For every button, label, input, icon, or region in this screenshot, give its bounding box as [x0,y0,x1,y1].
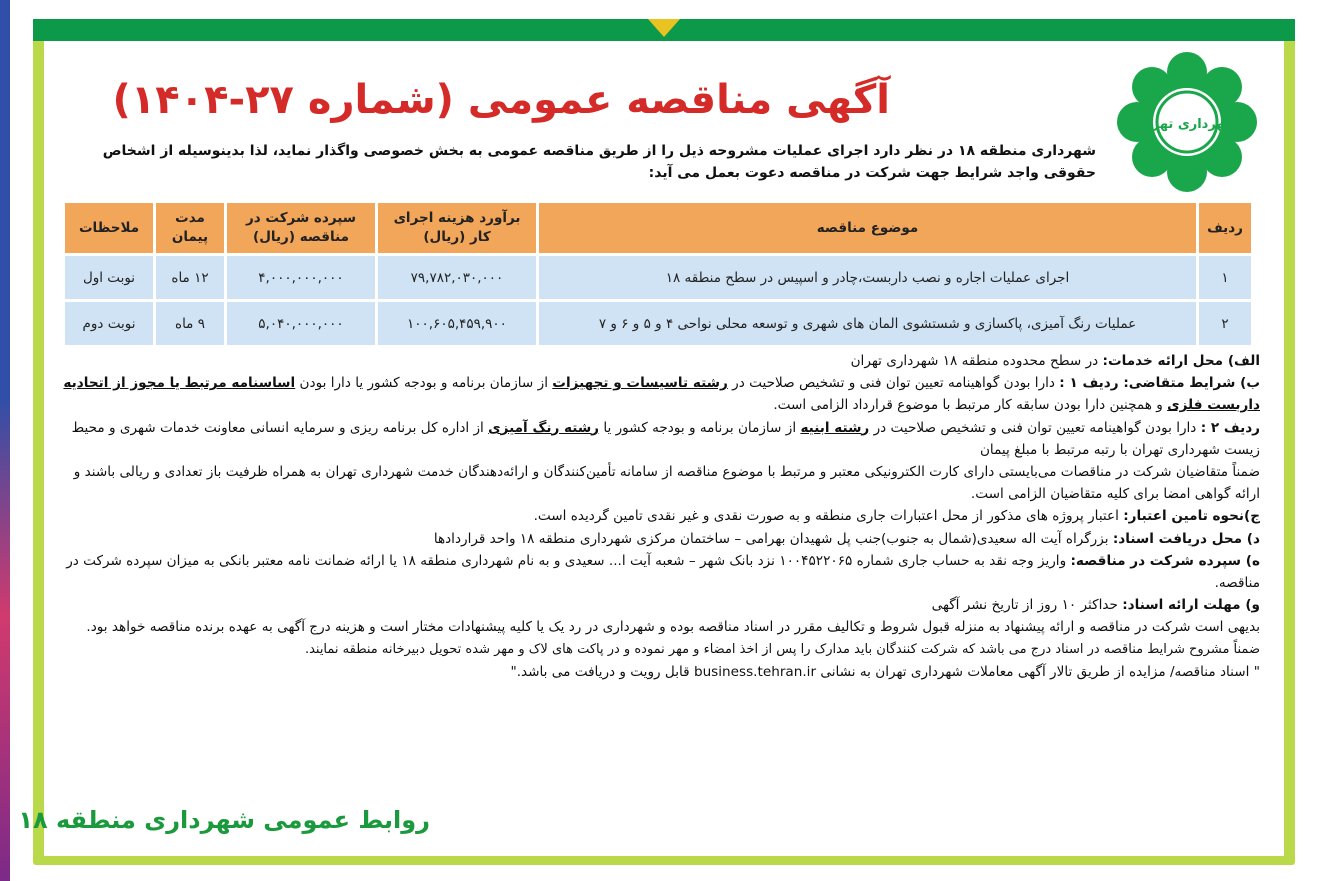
intro-paragraph [60,140,1096,184]
section-jim-label: ج)نحوه تامین اعتبار: [1123,508,1260,525]
tehran-municipality-logo-icon [1117,52,1257,192]
section-be-field-2: اساسنامه مرتبط یا مجوز از اتحادیه داربست فلزی [63,375,1260,414]
section-row2-label: ردیف ۲ : [1200,419,1260,436]
section-jim [60,505,1260,527]
cell-duration: ۹ ماه [156,302,224,345]
cell-deposit: ۴,۰۰۰,۰۰۰,۰۰۰ [227,256,375,299]
cell-notes: نوبت اول [65,256,153,299]
cell-notes: نوبت دوم [65,302,153,345]
section-vav-text: حداکثر ۱۰ روز از تاریخ نشر آگهی [931,597,1123,614]
section-be-label: ب) شرایط متقاضی: [1123,375,1260,392]
header-estimate: برآورد هزینه اجرای کار (ریال) [378,203,536,253]
section-alef-text: در سطح محدوده منطقه ۱۸ شهرداری تهران [850,353,1103,369]
cell-estimate: ۷۹,۷۸۲,۰۳۰,۰۰۰ [378,256,536,299]
section-asnad [60,661,1260,683]
section-he-label: ه) سپرده شرکت در مناقصه: [1070,552,1260,569]
footer-public-relations: روابط عمومی شهرداری منطقه ۱۸ [18,806,430,834]
table-row [65,256,1251,299]
section-row2-text-2: از سازمان برنامه و بودجه کشور یا [599,419,801,436]
business-site-link[interactable]: business.tehran.ir [693,663,817,680]
intro-text: در نظر دارد اجرای عملیات مشروحه ذیل را از طریق مناقصه عمومی به بخش خصوصی واگذار نماید، لذا بدینوسیله از اشخاص حقوقی واجد شرایط جهت شرکت در مناقصه دعوت بعمل می آید: [102,143,1096,181]
section-dal-text: بزرگراه آیت اله سعیدی(شمال به جنوب)جنب پل شهیدان بهرامی – ساختمان مرکزی شهرداری منطقه ۱۸ واحد قراردادها [433,530,1113,547]
section-zemnan2: ضمناً مشروح شرایط مناقصه در اسناد درج می باشد که شرکت کنندگان باید مدارک را پس از اخذ امضاء و مهر نموده و در پاکت های لاک و مهر شده تحویل دبیرخانه منطقه نمایند. [304,641,1260,657]
section-be-row1-label: ردیف ۱ : [1059,375,1124,392]
section-he-text: واریز وجه نقد به حساب جاری شماره ۱۰۰۴۵۲۲۰۶۵ نزد بانک شهر – شعبه آیت ا... سعیدی و به نام شهرداری منطقه ۱۸ یا ارائه ضمانت نامه معتبر بانکی به میزان سپرده شرکت در مناقصه. [66,552,1260,592]
header-duration: مدت پیمان [156,203,224,253]
section-zemnan: ضمناً متقاضیان شرکت در مناقصات می‌بایستی دارای کارت الکترونیکی معتبر و مرتبط با موضوع مناقصه از سامانه تأمین‌کنندگان و ارائه‌دهندگان خدمت شهرداری تهران به همراه ظرفیت باز تعدادی و ریالی باشند و ارائه گواهی امضا برای کلیه متقاضیان الزامی است. [73,464,1260,503]
cell-subject: اجرای عملیات اجاره و نصب داربست،چادر و اسپیس در سطح منطقه ۱۸ [539,256,1196,299]
left-color-strip [0,0,10,881]
section-dal [60,528,1260,550]
cell-deposit: ۵,۰۴۰,۰۰۰,۰۰۰ [227,302,375,345]
header-subject: موضوع مناقصه [539,203,1196,253]
section-row2 [60,417,1260,461]
table-row [65,302,1251,345]
section-be-field-1: رشته تاسیسات و تجهیزات [552,375,728,392]
header-deposit: سپرده شرکت در مناقصه (ریال) [227,203,375,253]
ad-frame-notch [648,19,680,37]
cell-duration: ۱۲ ماه [156,256,224,299]
section-row2-field-2: رشته رنگ آمیزی [488,419,600,436]
section-be-text-3: و همچنین دارا بودن سابقه کار مرتبط با موضوع قرارداد الزامی است. [773,397,1168,414]
section-alef-label: الف) محل ارائه خدمات: [1102,353,1260,369]
section-asnad-pre: " اسناد مناقصه/ مزایده از طریق تالار آگهی معاملات شهرداری تهران به نشانی [816,663,1260,680]
section-badihi: بدیهی است شرکت در مناقصه و ارائه پیشنهاد به منزله قبول شروط و تکالیف مقرر در اسناد مناقصه بوده و شهرداری در رد یک یا کلیه پیشنهادات مختار است و هزینه درج آگهی به عهده برنده مناقصه خواهد بود. [86,619,1260,636]
section-row2-text-1: دارا بودن گواهینامه تعیین توان فنی و تشخیص صلاحیت در [869,419,1201,436]
cell-estimate: ۱۰۰,۶۰۵,۴۵۹,۹۰۰ [378,302,536,345]
section-vav [60,594,1260,616]
section-vav-label: و) مهلت ارائه اسناد: [1122,597,1260,614]
section-he [60,550,1260,594]
conditions-body [60,350,1260,683]
section-alef [60,350,1260,372]
cell-row-number: ۲ [1199,302,1251,345]
cell-subject: عملیات رنگ آمیزی، پاکسازی و شستشوی المان های شهری و توسعه محلی نواحی ۴ و ۵ و ۶ و ۷ [539,302,1196,345]
cell-row-number: ۱ [1199,256,1251,299]
section-be [60,372,1260,416]
section-asnad-post: قابل رویت و دریافت می باشد." [510,663,694,680]
section-row2-text-3: از اداره کل برنامه ریزی و سرمایه انسانی معاونت خدمات شهری و محیط زیست شهرداری تهران با رتبه مرتبط با مبلغ پیمان [71,419,1260,458]
section-dal-label: د) محل دریافت اسناد: [1112,530,1260,547]
logo-text: شهرداری تهران [1136,117,1238,132]
section-row2-field-1: رشته ابنیه [800,419,870,436]
intro-municipality: شهرداری منطقه ۱۸ [957,143,1096,159]
section-be-text-1: دارا بودن گواهینامه تعیین توان فنی و تشخیص صلاحیت در [727,375,1060,392]
section-be-text-2: از سازمان برنامه و بودجه کشور یا دارا بودن [295,375,553,392]
header-notes: ملاحظات [65,203,153,253]
table-header-row [65,203,1251,253]
section-jim-text: اعتبار پروژه های مذکور از محل اعتبارات جاری منطقه و به صورت نقدی و غیر نقدی تامین گردیده است. [533,508,1124,525]
header-row-number: ردیف [1199,203,1251,253]
tender-table [62,200,1254,348]
page-title: آگهی مناقصه عمومی (شماره ۲۷-۱۴۰۴) [112,77,890,123]
